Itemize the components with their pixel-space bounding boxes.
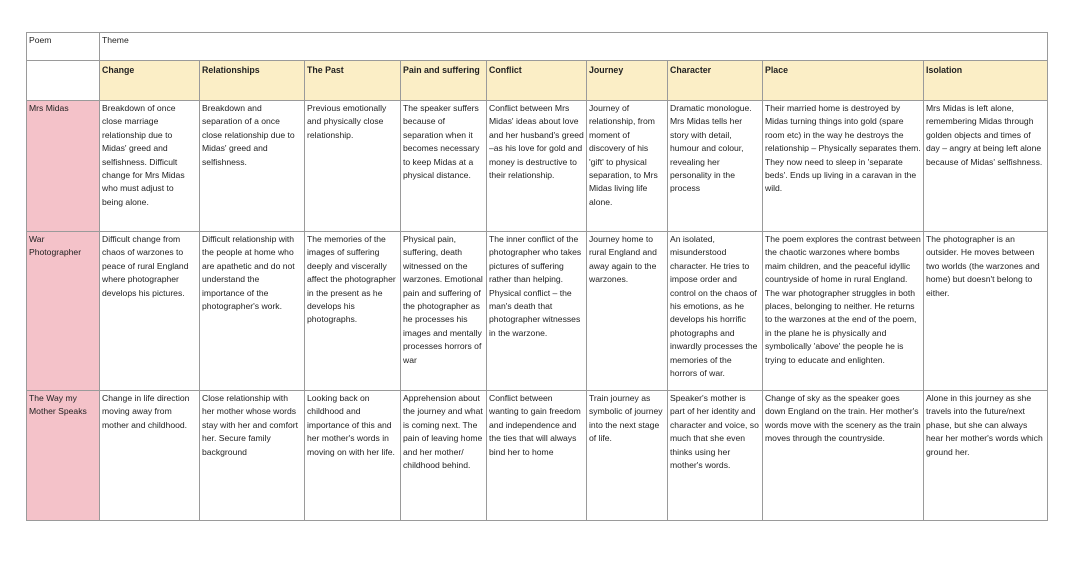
table-cell: Their married home is destroyed by Midas turning things into gold (spare room etc) in the way he destroys the relationship – Physically separates them. They now need to sleep in 'separate beds'. Ends up living in a caravan in the wild.	[763, 101, 924, 232]
header-character: Character	[668, 61, 763, 101]
table-cell: The speaker suffers because of separation when it becomes necessary to keep Midas at a physical distance.	[401, 101, 487, 232]
table-cell: Alone in this journey as she travels into the future/next phase, but she can always hear her mother's words which ground her.	[924, 391, 1048, 521]
table-cell: Conflict between Mrs Midas' ideas about love and her husband's greed –as his love for gold and money is destructive to their relationship.	[487, 101, 587, 232]
table-cell: Difficult change from chaos of warzones to peace of rural England where photographer develops his pictures.	[100, 232, 200, 391]
theme-column-title: Theme	[100, 33, 1048, 61]
table-cell: Mrs Midas is left alone, remembering Midas through golden objects and times of day – angry at being left alone because of Midas' selfishness.	[924, 101, 1048, 232]
table-row-the-way-my-mother-speaks	[27, 391, 1048, 521]
header-the-past: The Past	[305, 61, 401, 101]
header-change: Change	[100, 61, 200, 101]
header-place: Place	[763, 61, 924, 101]
table-cell: Change in life direction moving away from mother and childhood.	[100, 391, 200, 521]
table-cell: Conflict between wanting to gain freedom and independence and the ties that will always bind her to home	[487, 391, 587, 521]
table-row-mrs-midas	[27, 101, 1048, 232]
poem-column-title: Poem	[27, 33, 100, 61]
poem-name-cell: Mrs Midas	[27, 101, 100, 232]
poem-name-cell: War Photographer	[27, 232, 100, 391]
poem-themes-table	[26, 32, 1048, 521]
table-cell: An isolated, misunderstood character. He tries to impose order and control on the chaos of his emotions, as he develops his horrific photographs and inwardly processes the memories of the horrors of war.	[668, 232, 763, 391]
table-cell: Dramatic monologue. Mrs Midas tells her story with detail, humour and colour, revealing her personality in the process	[668, 101, 763, 232]
table-cell: Difficult relationship with the people at home who are apathetic and do not understand the importance of the photographer's work.	[200, 232, 305, 391]
title-row	[27, 33, 1048, 61]
table-cell: The memories of the images of suffering deeply and viscerally affect the photographer in the present as he develops his photographs.	[305, 232, 401, 391]
table-cell: The poem explores the contrast between the chaotic warzones where bombs maim children, and the peaceful idyllic countryside of home in rural England. The war photographer struggles in both places, belonging to neither. He returns to the warzones at the end of the poem, in the plane he is physically and symbolically 'above' the people he is trying to educate and enlighten.	[763, 232, 924, 391]
theme-header-row	[27, 61, 1048, 101]
header-journey: Journey	[587, 61, 668, 101]
table-cell: Speaker's mother is part of her identity and character and voice, so much that she even thinks using her mother's words.	[668, 391, 763, 521]
table-cell: The photographer is an outsider. He moves between two worlds (the warzones and home) but doesn't belong to either.	[924, 232, 1048, 391]
table-cell: Journey of relationship, from moment of discovery of his 'gift' to physical separation, to Mrs Midas living life alone.	[587, 101, 668, 232]
table-cell: Previous emotionally and physically close relationship.	[305, 101, 401, 232]
table-cell: Looking back on childhood and importance of this and her mother's words in moving on with her life.	[305, 391, 401, 521]
header-isolation: Isolation	[924, 61, 1048, 101]
table-cell: Journey home to rural England and away again to the warzones.	[587, 232, 668, 391]
table-cell: Breakdown and separation of a once close relationship due to Midas' greed and selfishness.	[200, 101, 305, 232]
table-cell: Close relationship with her mother whose words stay with her and comfort her. Secure family background	[200, 391, 305, 521]
header-blank-cell	[27, 61, 100, 101]
header-pain-and-suffering: Pain and suffering	[401, 61, 487, 101]
table-cell: Change of sky as the speaker goes down England on the train. Her mother's words move with the scenery as the train moves through the countryside.	[763, 391, 924, 521]
poem-name-cell: The Way my Mother Speaks	[27, 391, 100, 521]
table-cell: Train journey as symbolic of journey into the next stage of life.	[587, 391, 668, 521]
table-cell: Apprehension about the journey and what is coming next. The pain of leaving home and her mother/ childhood behind.	[401, 391, 487, 521]
header-conflict: Conflict	[487, 61, 587, 101]
table-cell: Breakdown of once close marriage relationship due to Midas' greed and selfishness. Difficult change for Mrs Midas who must adjust to being alone.	[100, 101, 200, 232]
table-cell: The inner conflict of the photographer who takes pictures of suffering rather than helping. Physical conflict – the man's death that photographer witnesses in the warzone.	[487, 232, 587, 391]
table-cell: Physical pain, suffering, death witnessed on the warzones. Emotional pain and suffering of the photographer as he processes his images and mentally processes horrors of war	[401, 232, 487, 391]
header-relationships: Relationships	[200, 61, 305, 101]
table-row-war-photographer	[27, 232, 1048, 391]
